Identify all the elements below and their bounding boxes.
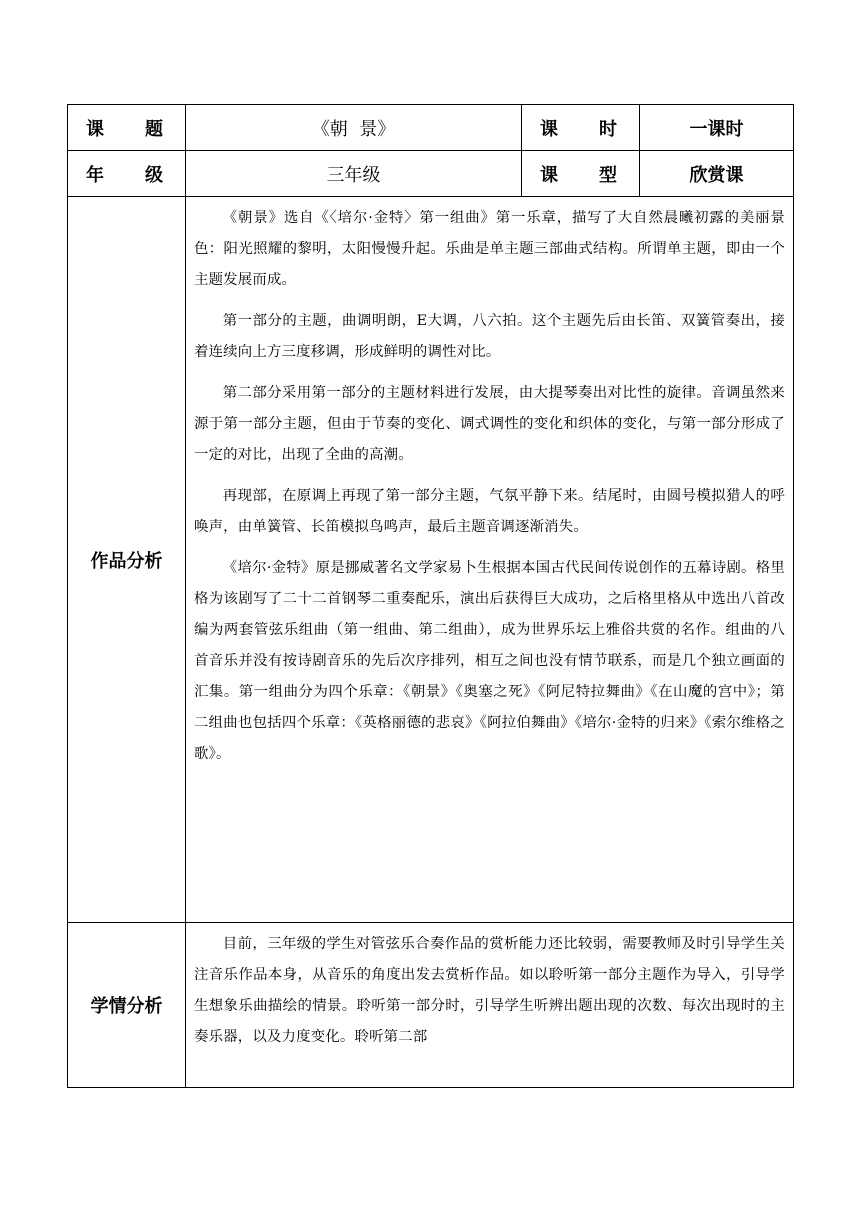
study-row xyxy=(68,923,794,1088)
analysis-body xyxy=(186,197,794,923)
analysis-paragraph-3: 第二部分采用第一部分的主题材料进行发展，由大提琴奏出对比性的旋律。音调虽然来源于第一部分主题，但由于节奏的变化、调式调性的变化和织体的变化，与第一部分形成了一定的对比，出现了全曲的高潮。 xyxy=(194,385,785,463)
duration-label-char-2: 时 xyxy=(599,118,617,140)
type-label-char-2: 型 xyxy=(599,164,617,186)
study-label: 学情分析 xyxy=(68,923,186,1088)
analysis-paragraph-4: 再现部，在原调上再现了第一部分主题，气氛平静下来。结尾时，由圆号模拟猎人的呼唤声，由单簧管、长笛模拟鸟鸣声，最后主题音调逐渐消失。 xyxy=(194,488,785,535)
analysis-label: 作品分析 xyxy=(68,197,186,923)
topic-label-char-1: 课 xyxy=(86,118,104,140)
study-paragraph-1: 目前，三年级的学生对管弦乐合奏作品的赏析能力还比较弱，需要教师及时引导学生关注音乐作品本身，从音乐的角度出发去赏析作品。如以聆听第一部分主题作为导入，引导学生想象乐曲描绘的情景。聆听第一部分时，引导学生听辨出题出现的次数、每次出现时的主奏乐器，以及力度变化。聆听第二部 xyxy=(194,936,785,1045)
grade-label-cell xyxy=(68,151,186,197)
lesson-type: 欣赏课 xyxy=(640,151,794,197)
analysis-paragraph-5: 《培尔·金特》原是挪威著名文学家易卜生根据本国古代民间传说创作的五幕诗剧。格里格为该剧写了二十二首钢琴二重奏配乐，演出后获得巨大成功，之后格里格从中选出八首改编为两套管弦乐组曲（第一组曲、第二组曲），成为世界乐坛上雅俗共赏的名作。组曲的八首音乐并没有按诗剧音乐的先后次序排列，相互之间也没有情节联系，而是几个独立画面的汇集。第一组曲分为四个乐章：《朝景》《奥塞之死》《阿尼特拉舞曲》《在山魔的宫中》；第二组曲也包括四个乐章：《英格丽德的悲哀》《阿拉伯舞曲》《培尔·金特的归来》《索尔维格之歌》。 xyxy=(194,560,785,762)
analysis-paragraph-2: 第一部分的主题，曲调明朗，E大调，八六拍。这个主题先后由长笛、双簧管奏出，接着连续向上方三度移调，形成鲜明的调性对比。 xyxy=(194,313,785,360)
grade-label-char-2: 级 xyxy=(145,164,163,186)
lesson-grade: 三年级 xyxy=(186,151,522,197)
analysis-paragraph-1: 《朝景》选自《〈培尔·金特〉第一组曲》第一乐章，描写了大自然晨曦初露的美丽景色：阳光照耀的黎明，太阳慢慢升起。乐曲是单主题三部曲式结构。所谓单主题，即由一个主题发展而成。 xyxy=(194,210,785,288)
study-body-clip xyxy=(194,929,785,1087)
analysis-row xyxy=(68,197,794,923)
grade-label-char-1: 年 xyxy=(86,164,104,186)
lesson-plan-table xyxy=(67,104,794,1088)
lesson-duration: 一课时 xyxy=(640,105,794,151)
header-row-topic xyxy=(68,105,794,151)
type-label-cell xyxy=(522,151,640,197)
topic-label-cell xyxy=(68,105,186,151)
topic-label-char-2: 题 xyxy=(145,118,163,140)
header-row-grade xyxy=(68,151,794,197)
duration-label-cell xyxy=(522,105,640,151)
study-body xyxy=(186,923,794,1088)
type-label-char-1: 课 xyxy=(540,164,558,186)
lesson-title: 《朝 景》 xyxy=(186,105,522,151)
lesson-plan-page xyxy=(67,104,793,1088)
duration-label-char-1: 课 xyxy=(540,118,558,140)
